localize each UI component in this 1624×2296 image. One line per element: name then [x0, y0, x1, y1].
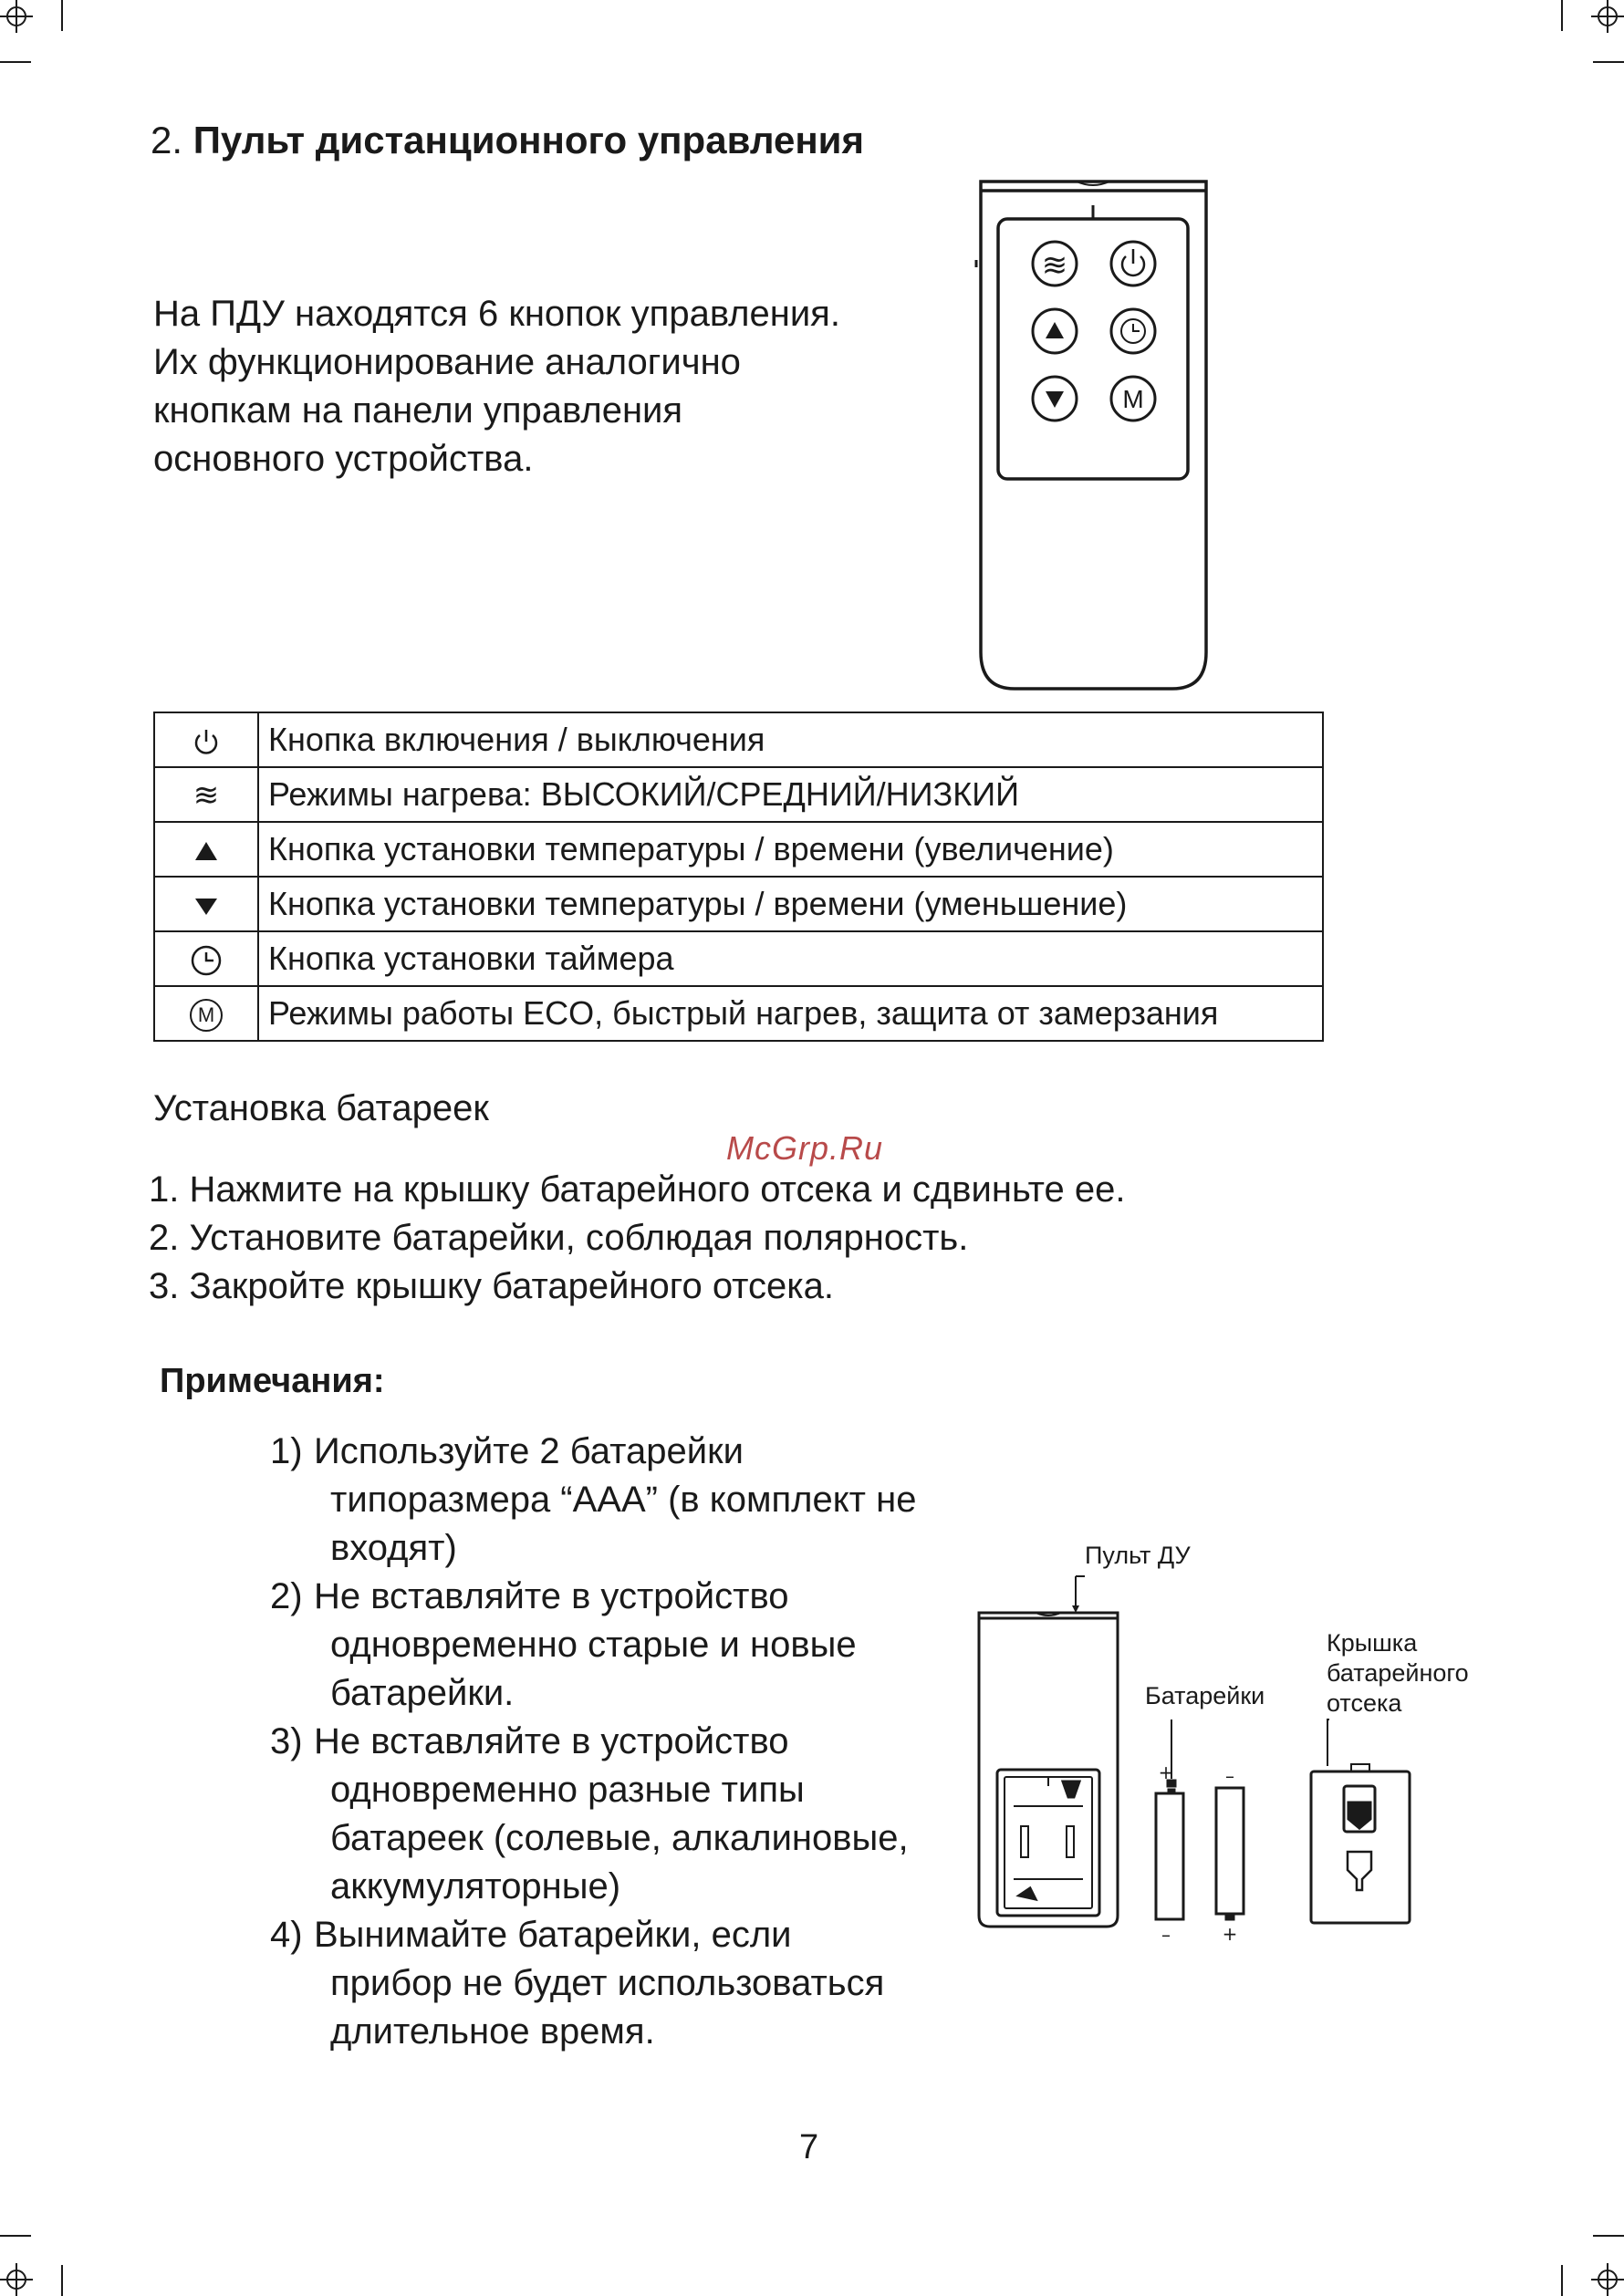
watermark: McGrp.Ru [726, 1129, 884, 1167]
note-line: Не вставляйте в устройство [314, 1576, 789, 1616]
battery-2 [1216, 1788, 1244, 1919]
table-row [154, 822, 1323, 877]
battery-2-minus: – [1225, 1765, 1234, 1787]
battery-1-plus: + [1158, 1761, 1174, 1783]
legend-text: Кнопка установки температуры / времени (увеличение) [258, 822, 1323, 877]
label-cover-3: отсека [1327, 1689, 1402, 1717]
mode-glyph: M [1122, 385, 1144, 413]
note-line: Используйте 2 батарейки [314, 1431, 744, 1471]
battery-1-minus: – [1161, 1924, 1171, 1946]
label-remote: Пульт ДУ [1085, 1542, 1191, 1569]
down-arrow-icon [193, 895, 219, 917]
note-line: Не вставляйте в устройство [314, 1721, 789, 1761]
legend-icon-cell [154, 767, 258, 822]
legend-text: Режимы работы ECO, быстрый нагрев, защита от замерзания [258, 986, 1323, 1041]
section-number: 2. [151, 119, 193, 161]
label-cover-2: батарейного [1327, 1659, 1469, 1687]
notes-list [270, 1428, 916, 2056]
intro-line: Их функционирование аналогично [153, 342, 741, 382]
note-number: 2) [270, 1576, 303, 1616]
note-item [270, 1428, 916, 1573]
note-line: аккумуляторные) [330, 1866, 621, 1906]
note-number: 3) [270, 1721, 303, 1761]
wave-icon [1033, 242, 1077, 286]
legend-text: Кнопка установки таймера [258, 931, 1323, 986]
install-step: 3. Закройте крышку батарейного отсека. [149, 1266, 835, 1306]
note-line: длительное время. [330, 2011, 655, 2052]
clock-icon [1111, 309, 1155, 353]
up-arrow-icon [1033, 309, 1077, 353]
legend-text: Кнопка включения / выключения [258, 712, 1323, 767]
label-batteries: Батарейки [1145, 1682, 1265, 1709]
note-line: одновременно старые и новые [330, 1625, 857, 1665]
table-row [154, 931, 1323, 986]
note-line: одновременно разные типы [330, 1770, 805, 1810]
notes-title: Примечания: [160, 1362, 385, 1400]
note-item [270, 1573, 916, 1718]
battery-install-title: Установка батареек [153, 1088, 489, 1128]
note-line: типоразмера “ААА” (в комплект не [330, 1480, 917, 1520]
note-item [270, 1718, 916, 1911]
table-row [154, 767, 1323, 822]
install-steps [149, 1166, 1126, 1311]
legend-icon-cell [154, 822, 258, 877]
clock-icon [190, 944, 223, 977]
install-step: 2. Установите батарейки, соблюдая полярность. [149, 1218, 969, 1258]
remote-button-panel [998, 219, 1188, 479]
up-arrow-icon [193, 840, 219, 862]
legend-icon-cell [154, 877, 258, 931]
legend-icon-cell [154, 712, 258, 767]
note-number: 4) [270, 1915, 303, 1955]
note-number: 1) [270, 1431, 303, 1471]
label-cover-1: Крышка [1327, 1629, 1418, 1657]
note-line: батарейки. [330, 1673, 515, 1713]
battery-2-plus: + [1222, 1923, 1238, 1945]
note-line: прибор не будет использоваться [330, 1963, 885, 2003]
wave-glyph: ≋ [1041, 247, 1068, 284]
wave-icon: ≋ [193, 777, 220, 814]
install-step: 1. Нажмите на крышку батарейного отсека и сдвиньте ее. [149, 1169, 1126, 1210]
intro-line: основного устройства. [153, 439, 534, 479]
table-row [154, 986, 1323, 1041]
power-icon [1111, 242, 1155, 286]
battery-cover [1311, 1764, 1410, 1923]
power-icon [191, 726, 222, 757]
mode-icon [1111, 377, 1155, 421]
intro-line: На ПДУ находятся 6 кнопок управления. [153, 294, 840, 334]
remote-back [979, 1613, 1118, 1927]
legend-icon-cell [154, 986, 258, 1041]
intro-line: кнопкам на панели управления [153, 390, 683, 431]
note-line: Вынимайте батарейки, если [314, 1915, 792, 1955]
remote-body [981, 182, 1206, 689]
legend-text: Кнопка установки температуры / времени (уменьшение) [258, 877, 1323, 931]
battery-diagram [972, 1532, 1519, 1946]
mode-glyph: M [197, 1003, 215, 1027]
button-legend-table [153, 712, 1324, 1042]
table-row [154, 877, 1323, 931]
section-heading [151, 119, 864, 162]
note-item [270, 1911, 916, 2056]
table-row [154, 712, 1323, 767]
remote-control-illustration [976, 178, 1213, 698]
note-line: батареек (солевые, алкалиновые, [330, 1818, 909, 1858]
battery-1 [1156, 1781, 1183, 1919]
note-line: входят) [330, 1528, 457, 1568]
legend-text: Режимы нагрева: ВЫСОКИЙ/СРЕДНИЙ/НИЗКИЙ [258, 767, 1323, 822]
section-title: Пульт дистанционного управления [193, 119, 865, 161]
legend-icon-cell [154, 931, 258, 986]
mode-icon [190, 999, 223, 1032]
intro-paragraph [153, 290, 956, 483]
page-number: 7 [799, 2128, 819, 2166]
down-arrow-icon [1033, 377, 1077, 421]
